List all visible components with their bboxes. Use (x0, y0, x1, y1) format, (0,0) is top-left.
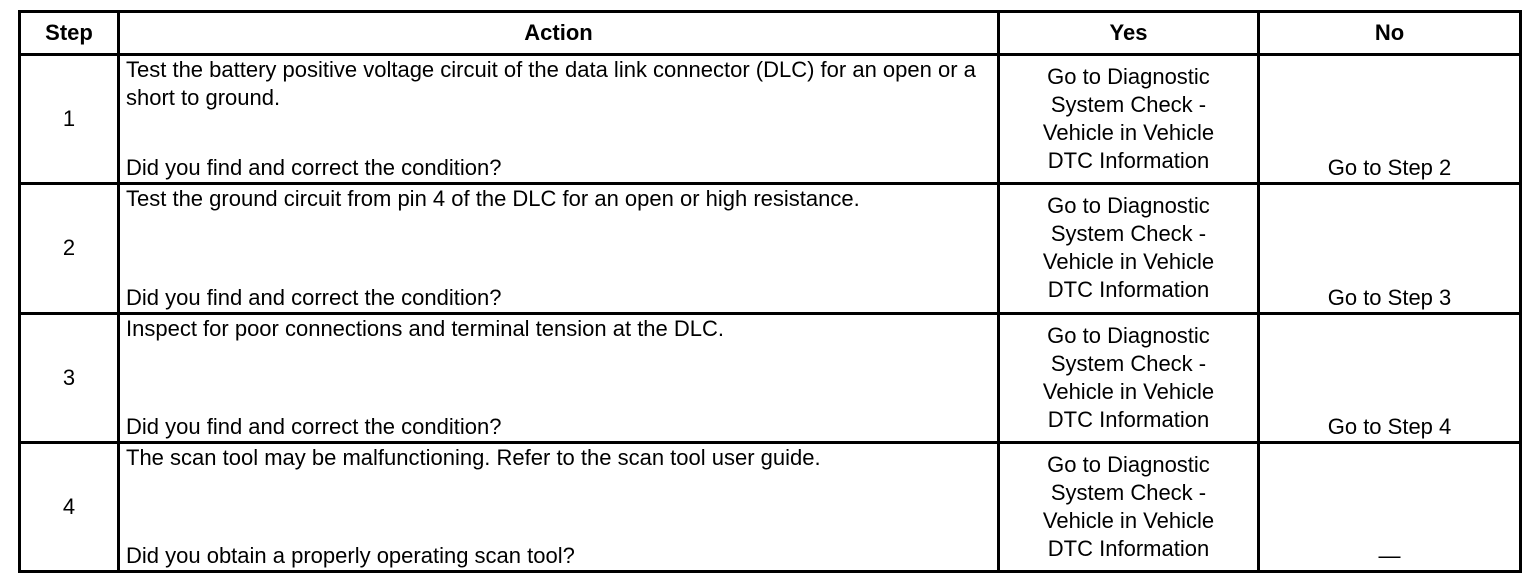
no-cell: Go to Step 2 (1259, 55, 1521, 184)
action-cell (119, 184, 999, 313)
step-number: 2 (20, 184, 119, 313)
header-step: Step (20, 12, 119, 55)
yes-line: Vehicle in Vehicle (1042, 507, 1215, 533)
yes-line: Go to Diagnostic (1047, 451, 1210, 477)
action-question: Did you obtain a properly operating scan tool? (126, 543, 575, 568)
yes-cell (999, 55, 1259, 184)
no-cell: — (1259, 442, 1521, 571)
table-row (20, 313, 1521, 442)
yes-line: Go to Diagnostic (1047, 193, 1210, 219)
yes-line: System Check - (1050, 221, 1207, 247)
header-no: No (1259, 12, 1521, 55)
action-question: Did you find and correct the condition? (126, 413, 502, 439)
yes-line: System Check - (1050, 350, 1207, 376)
action-cell (119, 442, 999, 571)
step-number: 1 (20, 55, 119, 184)
yes-line: DTC Information (1047, 535, 1210, 561)
yes-cell (999, 313, 1259, 442)
action-cell (119, 55, 999, 184)
action-text: Test the ground circuit from pin 4 of the DLC for an open or high resistance. (126, 186, 860, 212)
yes-line: Vehicle in Vehicle (1042, 120, 1215, 146)
yes-line: DTC Information (1047, 277, 1210, 303)
action-text: Inspect for poor connections and terminal tension at the DLC. (126, 315, 725, 341)
yes-line: Vehicle in Vehicle (1042, 249, 1215, 275)
yes-line: DTC Information (1047, 406, 1210, 432)
yes-line: Vehicle in Vehicle (1042, 378, 1215, 404)
action-text: The scan tool may be malfunctioning. Refer to the scan tool user guide. (126, 444, 821, 470)
table-row (20, 55, 1521, 184)
yes-line: Go to Diagnostic (1047, 64, 1210, 90)
diagnostic-table (18, 10, 1522, 573)
yes-cell (999, 442, 1259, 571)
yes-line: DTC Information (1047, 148, 1210, 174)
step-number: 4 (20, 442, 119, 571)
no-cell: Go to Step 4 (1259, 313, 1521, 442)
table-row (20, 442, 1521, 571)
action-cell (119, 313, 999, 442)
header-action: Action (119, 12, 999, 55)
yes-line: Go to Diagnostic (1047, 322, 1210, 348)
yes-cell (999, 184, 1259, 313)
yes-line: System Check - (1050, 479, 1207, 505)
no-cell: Go to Step 3 (1259, 184, 1521, 313)
table-row (20, 184, 1521, 313)
header-row (20, 12, 1521, 55)
header-yes: Yes (999, 12, 1259, 55)
yes-line: System Check - (1050, 92, 1207, 118)
action-question: Did you find and correct the condition? (126, 155, 502, 181)
action-text: Test the battery positive voltage circuit of the data link connector (DLC) for an open or a short to ground. (126, 57, 976, 110)
step-number: 3 (20, 313, 119, 442)
action-question: Did you find and correct the condition? (126, 284, 502, 310)
